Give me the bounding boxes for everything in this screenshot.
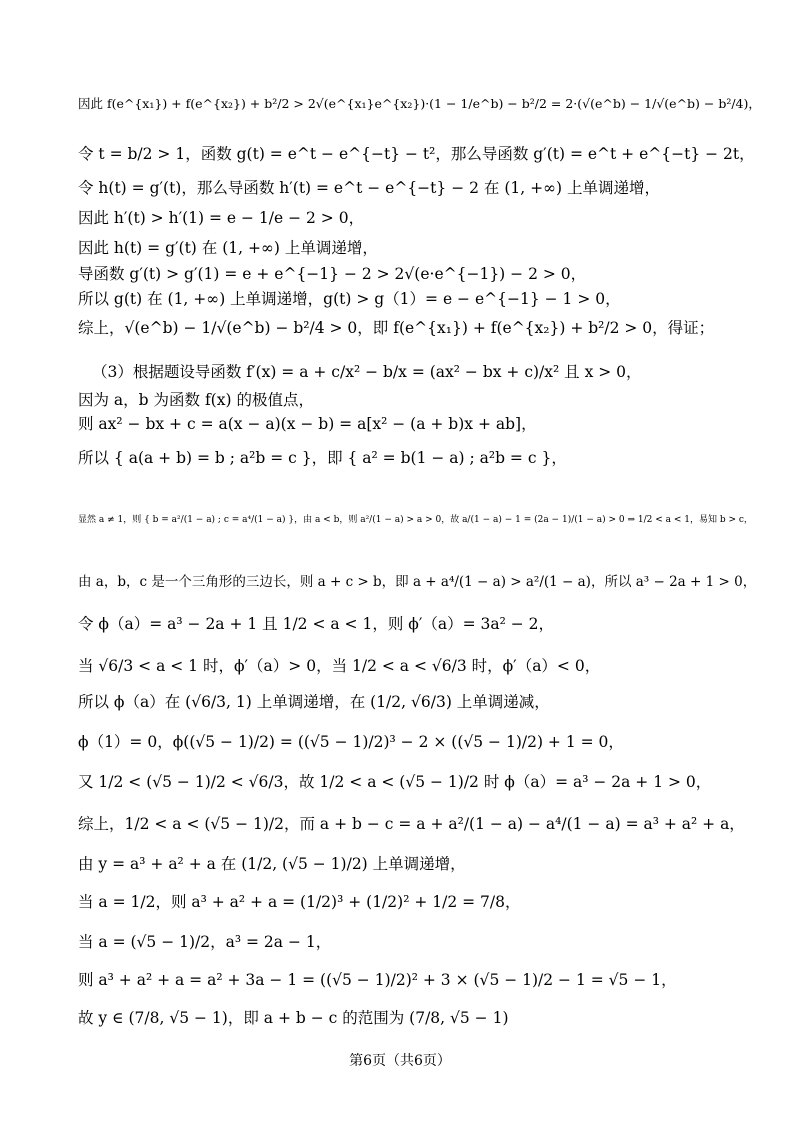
- solution-line: 所以 { a(a + b) = b ; a²b = c }，即 { a² = b(1 − a) ; a²b = c }，: [78, 449, 567, 467]
- solution-line: 所以 g(t) 在 (1, +∞) 上单调递增，g(t) > g（1）= e − e^{−1} − 1 > 0，: [78, 290, 621, 308]
- solution-line: 因此 h′(t) > h′(1) = e − 1/e − 2 > 0，: [78, 209, 365, 227]
- solution-line: 令 h(t) = g′(t)，那么导函数 h′(t) = e^t − e^{−t} − 2 在 (1, +∞) 上单调递增，: [78, 179, 660, 197]
- solution-line: 则 ax² − bx + c = a(x − a)(x − b) = a[x² − (a + b)x + ab]，: [78, 415, 537, 433]
- solution-line: 令 ϕ（a）= a³ − 2a + 1 且 1/2 < a < 1，则 ϕ′（a）= 3a² − 2，: [78, 615, 555, 633]
- solution-line: 当 √6/3 < a < 1 时，ϕ′（a）> 0，当 1/2 < a < √6/3 时，ϕ′（a）< 0，: [78, 657, 601, 675]
- solution-line: （3）根据题设导函数 f′(x) = a + c/x² − b/x = (ax² − bx + c)/x² 且 x > 0，: [92, 363, 642, 381]
- page-footer: 第6页（共6页）: [349, 1053, 451, 1069]
- solution-line: 显然 a ≠ 1，则 { b = a²/(1 − a) ; c = a⁴/(1 − a) }，由 a < b，则 a²/(1 − a) > a > 0，故 a/(1 − a) − 1 = (2a − 1)/(1 − a) > 0 ⇒ 1/2 < a < 1，易知 b > c，: [78, 515, 753, 525]
- solution-line: 又 1/2 < (√5 − 1)/2 < √6/3，故 1/2 < a < (√5 − 1)/2 时 ϕ（a）= a³ − 2a + 1 > 0，: [78, 773, 712, 791]
- solution-line: 由 a，b，c 是一个三角形的三边长，则 a + c > b，即 a + a⁴/(1 − a) > a²/(1 − a)，所以 a³ − 2a + 1 > 0，: [78, 574, 757, 590]
- solution-line: 当 a = (√5 − 1)/2，a³ = 2a − 1，: [78, 933, 332, 951]
- solution-line: 因为 a，b 为函数 f(x) 的极值点，: [78, 391, 314, 409]
- solution-line: 故 y ∈ (7/8, √5 − 1)，即 a + b − c 的范围为 (7/8, √5 − 1): [78, 1009, 509, 1027]
- solution-line: ϕ（1）= 0，ϕ((√5 − 1)/2) = ((√5 − 1)/2)³ − 2 × ((√5 − 1)/2) + 1 = 0，: [78, 733, 624, 751]
- solution-line: 导函数 g′(t) > g′(1) = e + e^{−1} − 2 > 2√(e·e^{−1}) − 2 > 0，: [78, 265, 587, 283]
- solution-line: 令 t = b/2 > 1，函数 g(t) = e^t − e^{−t} − t²，那么导函数 g′(t) = e^t + e^{−t} − 2t，: [78, 145, 755, 163]
- solution-line: 因此 h(t) = g′(t) 在 (1, +∞) 上单调递增，: [78, 239, 378, 257]
- solution-line: 综上，1/2 < a < (√5 − 1)/2，而 a + b − c = a + a²/(1 − a) − a⁴/(1 − a) = a³ + a² + a，: [78, 815, 745, 833]
- solution-line: 由 y = a³ + a² + a 在 (1/2, (√5 − 1)/2) 上单调递增，: [78, 855, 466, 873]
- solution-line: 当 a = 1/2，则 a³ + a² + a = (1/2)³ + (1/2)² + 1/2 = 7/8，: [78, 893, 521, 911]
- solution-line: 则 a³ + a² + a = a² + 3a − 1 = ((√5 − 1)/2)² + 3 × (√5 − 1)/2 − 1 = √5 − 1，: [78, 971, 677, 989]
- solution-line: 因此 f(e^{x₁}) + f(e^{x₂}) + b²/2 > 2√(e^{x₁}e^{x₂})·(1 − 1/e^b) − b²/2 = 2·(√(e^b) − 1/√(e^b) − b²/4)，: [78, 96, 761, 111]
- solution-line: 所以 ϕ（a）在 (√6/3, 1) 上单调递增，在 (1/2, √6/3) 上单调递减，: [78, 693, 550, 711]
- solution-line: 综上，√(e^b) − 1/√(e^b) − b²/4 > 0，即 f(e^{x₁}) + f(e^{x₂}) + b²/2 > 0，得证；: [78, 319, 715, 337]
